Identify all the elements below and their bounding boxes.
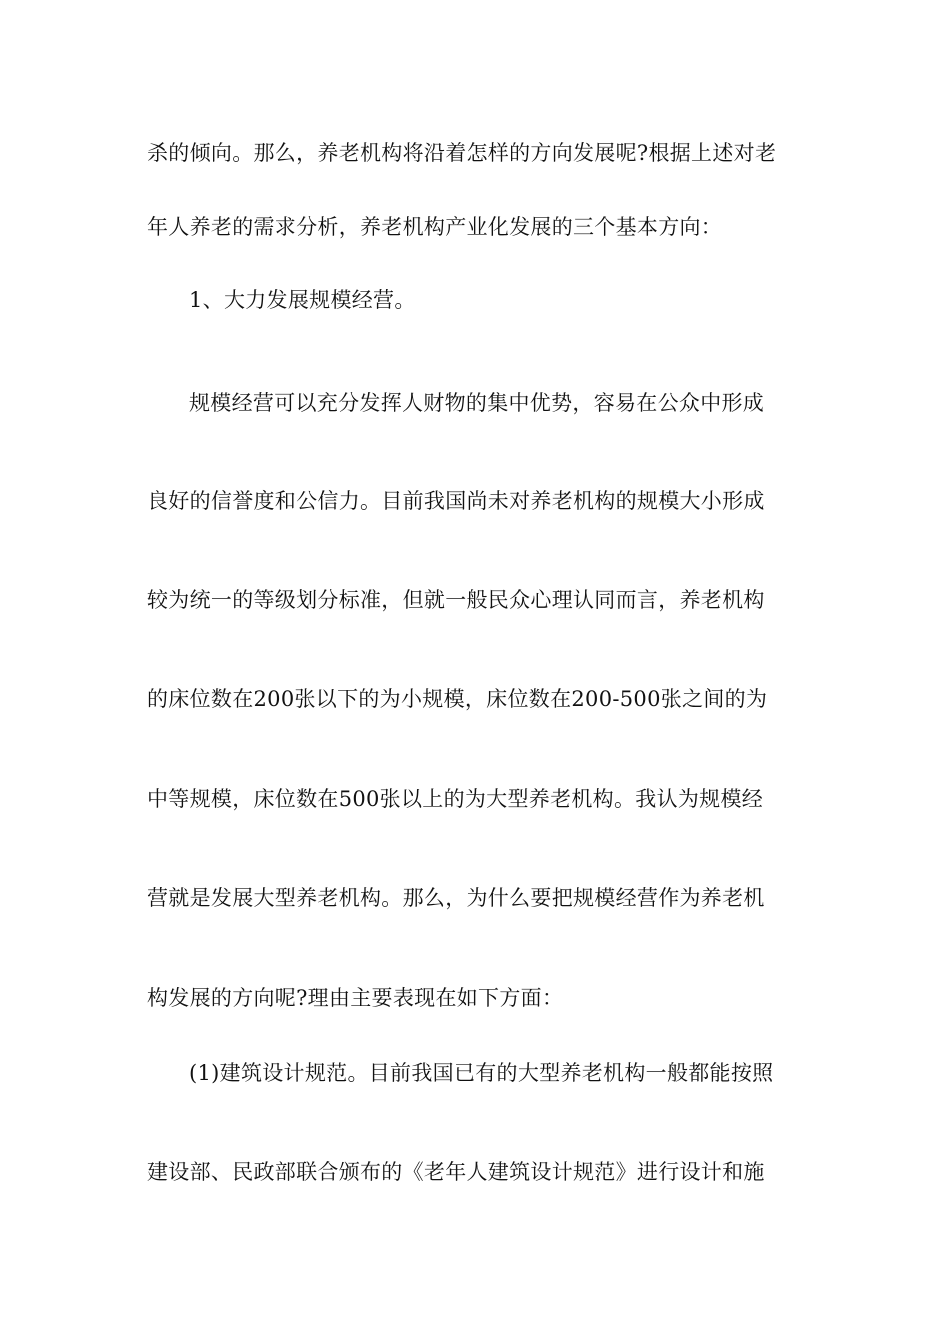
text-line: 较为统一的等级划分标准，但就一般民众心理认同而言，养老机构 [147,588,765,612]
text-line: 杀的倾向。那么，养老机构将沿着怎样的方向发展呢?根据上述对老 [147,141,777,165]
text-line: 建设部、民政部联合颁布的《老年人建筑设计规范》进行设计和施 [147,1160,765,1184]
text-line: 构发展的方向呢?理由主要表现在如下方面： [147,986,564,1010]
paragraph-first-line: 规模经营可以充分发挥人财物的集中优势，容易在公众中形成 [189,391,765,415]
text-line: 良好的信誉度和公信力。目前我国尚未对养老机构的规模大小形成 [147,489,765,513]
text-line: 的床位数在200张以下的为小规模，床位数在200-500张之间的为 [147,687,768,711]
subsection-first-line: (1)建筑设计规范。目前我国已有的大型养老机构一般都能按照 [189,1061,774,1085]
text-line: 年人养老的需求分析，养老机构产业化发展的三个基本方向： [147,215,723,239]
numbered-heading: 1、大力发展规模经营。 [189,288,416,312]
text-line: 中等规模，床位数在500张以上的为大型养老机构。我认为规模经 [147,787,764,811]
text-line: 营就是发展大型养老机构。那么，为什么要把规模经营作为养老机 [147,886,765,910]
